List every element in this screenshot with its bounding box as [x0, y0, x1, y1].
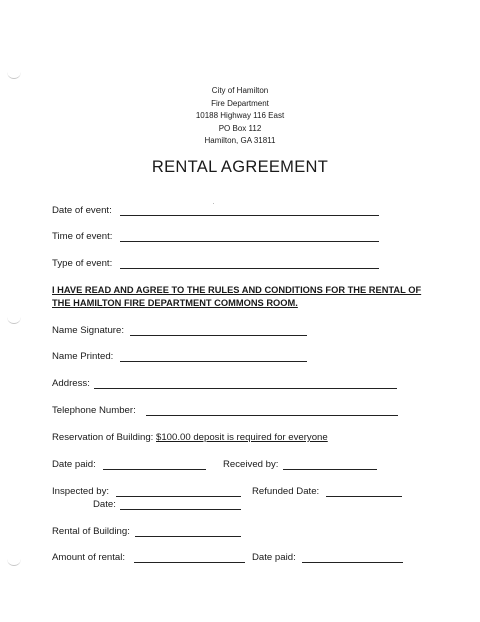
- punch-hole-mark: [7, 70, 21, 79]
- received-by-line[interactable]: [283, 469, 377, 470]
- time-of-event-label: Time of event:: [52, 231, 113, 242]
- rental-of-building-label: Rental of Building:: [52, 526, 130, 537]
- name-printed-label: Name Printed:: [52, 351, 114, 362]
- agreement-statement-line-1: I HAVE READ AND AGREE TO THE RULES AND CONDITIONS FOR THE RENTAL OF: [52, 285, 422, 295]
- inspection-date-label: Date:: [93, 499, 116, 510]
- inspected-by-line[interactable]: [116, 496, 241, 497]
- agreement-statement-line-2: THE HAMILTON FIRE DEPARTMENT COMMONS ROOM.: [52, 298, 298, 308]
- letterhead-city-state-zip: Hamilton, GA 31811: [204, 136, 276, 145]
- refunded-date-line[interactable]: [326, 496, 402, 497]
- letterhead-po-box: PO Box 112: [218, 123, 262, 133]
- reservation-of-building: [52, 432, 328, 443]
- name-signature-line[interactable]: [130, 335, 307, 336]
- letterhead-street: 10188 Highway 116 East: [195, 111, 285, 120]
- name-printed-line[interactable]: [120, 361, 307, 362]
- type-of-event-line[interactable]: [120, 268, 379, 269]
- paper-speck: [213, 203, 214, 204]
- letterhead-city: City of Hamilton: [211, 86, 269, 95]
- amount-of-rental-label: Amount of rental:: [52, 552, 126, 563]
- date-of-event-label: Date of event:: [52, 205, 112, 216]
- date-of-event-line[interactable]: [120, 215, 379, 216]
- telephone-number-line[interactable]: [146, 415, 398, 416]
- type-of-event-label: Type of event:: [52, 258, 113, 269]
- date-paid-line[interactable]: [103, 469, 206, 470]
- page-title: RENTAL AGREEMENT: [151, 158, 329, 176]
- punch-hole-mark: [7, 315, 21, 324]
- time-of-event-line[interactable]: [120, 241, 379, 242]
- reservation-label: Reservation of Building:: [52, 432, 154, 443]
- inspection-date-line[interactable]: [120, 509, 241, 510]
- rental-date-paid-label: Date paid:: [252, 552, 296, 563]
- inspected-by-label: Inspected by:: [52, 486, 110, 497]
- name-signature-label: Name Signature:: [52, 325, 124, 336]
- deposit-requirement: $100.00 deposit is required for everyone: [156, 432, 328, 443]
- date-paid-label: Date paid:: [52, 459, 96, 470]
- rental-of-building-line[interactable]: [135, 536, 241, 537]
- telephone-number-label: Telephone Number:: [52, 405, 136, 416]
- amount-of-rental-line[interactable]: [134, 562, 245, 563]
- letterhead-department: Fire Department: [211, 98, 269, 108]
- punch-hole-mark: [7, 557, 21, 566]
- letterhead: [140, 85, 340, 148]
- refunded-date-label: Refunded Date:: [252, 486, 320, 497]
- received-by-label: Received by:: [223, 459, 279, 470]
- address-line[interactable]: [94, 388, 397, 389]
- rental-date-paid-line[interactable]: [302, 562, 403, 563]
- address-label: Address:: [52, 378, 90, 389]
